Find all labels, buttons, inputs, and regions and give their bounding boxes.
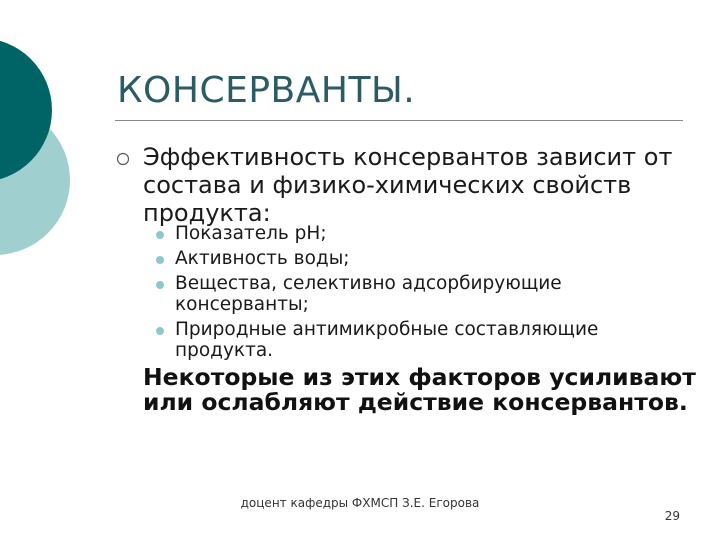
sub-point-text: Природные антимикробные составляющие продукта. <box>175 319 599 361</box>
hollow-circle-icon <box>116 152 130 166</box>
list-item <box>156 319 696 361</box>
decorative-circles <box>0 0 90 290</box>
sub-point-list <box>156 223 696 365</box>
filled-circle-icon <box>156 231 164 239</box>
filled-circle-icon <box>156 281 164 289</box>
list-item <box>156 273 696 315</box>
page-number: 29 <box>664 509 680 523</box>
sub-point-text: Вещества, селективно адсорбирующие консерванты; <box>175 273 562 315</box>
list-item <box>156 223 696 244</box>
title-divider <box>115 120 683 121</box>
list-item <box>156 248 696 269</box>
footer-author: доцент кафедры ФХМСП З.Е. Егорова <box>240 496 480 510</box>
sub-point-text: Активность воды; <box>175 248 350 269</box>
filled-circle-icon <box>156 256 164 264</box>
conclusion-text: Некоторые из этих факторов усиливают или ослабляют действие консервантов. <box>143 363 696 416</box>
filled-circle-icon <box>156 327 164 335</box>
main-point: Эффективность консервантов зависит от состава и физико-химических свойств продукта: <box>143 143 673 227</box>
sub-point-text: Показатель pH; <box>175 223 327 244</box>
slide-title: КОНСЕРВАНТЫ. <box>117 70 416 111</box>
